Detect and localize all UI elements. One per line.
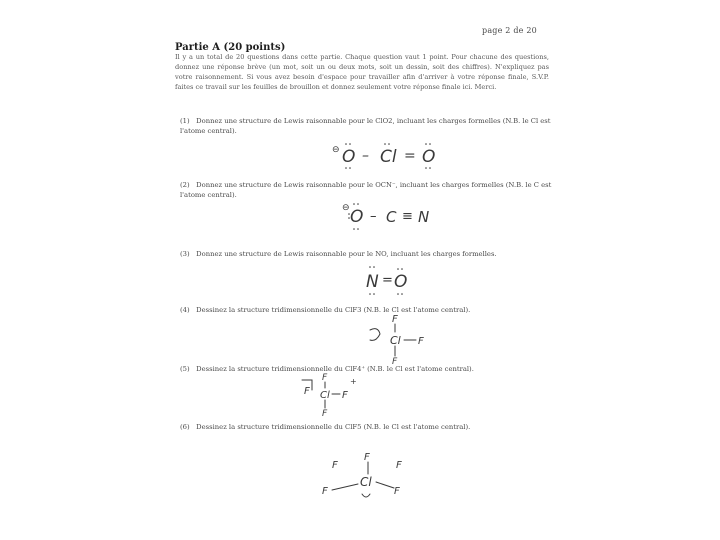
question-text: Donnez une structure de Lewis raisonnable pour le OCN⁻, incluant les charges formelles (N.B. le C est l'atome central). [180, 181, 552, 199]
atom-f-lower-right: F [394, 486, 400, 497]
question-number: (2) [180, 181, 190, 189]
atom-cl: Cl [390, 334, 401, 347]
question-number: (1) [180, 117, 190, 125]
question-text: Dessinez la structure tridimensionnelle du ClF5 (N.B. le Cl est l'atome central). [196, 423, 471, 431]
question-number: (6) [180, 423, 190, 431]
atom-o-left: O [342, 147, 356, 167]
answer-5-3d-structure [300, 370, 370, 418]
question-number: (4) [180, 306, 190, 314]
question-3 [180, 249, 552, 259]
atom-f-left: F [304, 386, 310, 397]
formal-charge-minus: ⊖ [332, 145, 340, 155]
part-instructions: Il y a un total de 20 questions dans cette partie. Chaque question vaut 1 point. Pour chacune des questions, donnez une réponse brève (un mot, soit un ou deux mots, soit un dessin, soit des chiffres). N'expliquez pas votre raisonnement. Si vous avez besoin d'espace pour travailler afin d'arriver à votre réponse finale, S.V.P. faites ce travail sur les feuilles de brouillon et donnez seulement votre réponse finale ici. Merci. [175, 53, 549, 91]
atom-f-upper-right: F [396, 460, 402, 471]
single-bond: – [362, 148, 369, 164]
atom-n: N [418, 208, 430, 226]
atom-o: O [394, 272, 408, 292]
formal-charge-minus: ⊖ [342, 203, 350, 213]
atom-f-right: F [342, 390, 348, 401]
atom-f-upper-left: F [332, 460, 338, 471]
atom-f-bottom: F [392, 357, 398, 367]
question-number: (5) [180, 365, 190, 373]
question-text: Dessinez la structure tridimensionnelle du ClF3 (N.B. le Cl est l'atome central). [196, 306, 471, 314]
answer-1-lewis-structure [330, 138, 470, 178]
atom-n: N [366, 272, 379, 292]
formal-charge-plus: + [350, 377, 357, 386]
question-number: (3) [180, 250, 190, 258]
question-text: Dessinez la structure tridimensionnelle du ClF4⁺ (N.B. le Cl est l'atome central). [196, 365, 474, 373]
atom-cl: Cl [320, 390, 330, 401]
atom-c: C [386, 208, 397, 226]
atom-f-top: F [392, 314, 398, 325]
answer-6-3d-structure [318, 448, 414, 504]
atom-cl-center: Cl [380, 147, 397, 167]
page-number: page 2 de 20 [482, 26, 537, 35]
atom-cl: Cl [360, 475, 372, 489]
double-bond: = [404, 148, 416, 164]
answer-2-lewis-structure [340, 196, 470, 238]
answer-4-3d-structure [362, 312, 452, 367]
answer-3-lewis-structure [360, 260, 440, 300]
atom-f-right: F [418, 336, 424, 347]
atom-o-right: O [422, 147, 436, 167]
atom-f-bottom: F [322, 409, 328, 419]
double-bond: = [382, 273, 393, 288]
triple-bond: ≡ [402, 209, 413, 224]
single-bond: – [370, 209, 377, 224]
atom-f-top: F [322, 373, 328, 383]
part-title: Partie A (20 points) [175, 42, 286, 53]
question-1 [180, 116, 552, 136]
question-6 [180, 422, 552, 432]
question-text: Donnez une structure de Lewis raisonnable pour le NO, incluant les charges formelles. [196, 250, 497, 258]
atom-o: O [350, 207, 364, 227]
atom-f-top: F [364, 452, 370, 463]
question-text: Donnez une structure de Lewis raisonnable pour le ClO2, incluant les charges formelles (N.B. le Cl est l'atome central). [180, 117, 551, 135]
atom-f-lower-left: F [322, 486, 328, 497]
